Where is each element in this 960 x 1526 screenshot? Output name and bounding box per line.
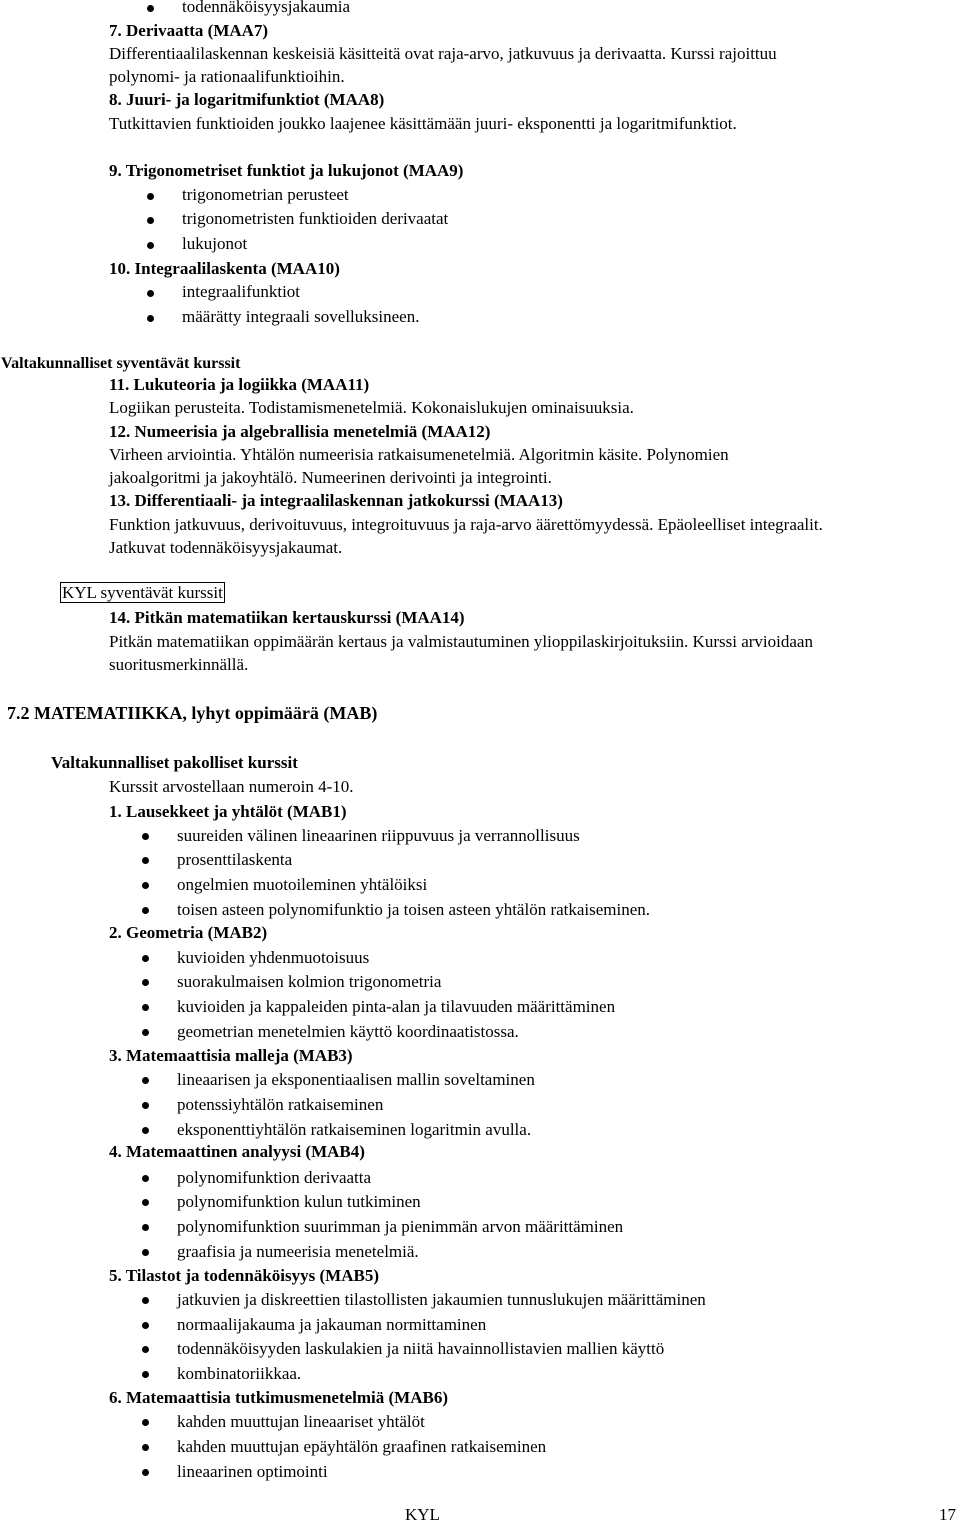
bullet-icon [142, 1102, 149, 1109]
course-description: Logiikan perusteita. Todistamismenetelmiä. Kokonaislukujen ominaisuuksia. [109, 398, 634, 417]
list-item: geometrian menetelmien käyttö koordinaatistossa. [177, 1022, 519, 1041]
list-item: kahden muuttujan epäyhtälön graafinen ratkaiseminen [177, 1437, 547, 1456]
section-heading: Valtakunnalliset pakolliset kurssit [51, 753, 298, 772]
list-item: kuvioiden ja kappaleiden pinta-alan ja tilavuuden määrittäminen [177, 997, 616, 1016]
course-description: jakoalgoritmi ja jakoyhtälö. Numeerinen derivointi ja integrointi. [109, 468, 552, 487]
bullet-icon [142, 1419, 149, 1426]
course-heading: 9. Trigonometriset funktiot ja lukujonot (MAA9) [109, 161, 464, 180]
bullet-icon [142, 1346, 149, 1353]
list-item: integraalifunktiot [182, 282, 301, 301]
bullet-icon [142, 1249, 149, 1256]
list-item: lineaarinen optimointi [177, 1462, 328, 1481]
bullet-icon [147, 5, 154, 12]
list-item: kombinatoriikkaa. [177, 1364, 302, 1383]
course-heading: 14. Pitkän matematiikan kertauskurssi (MAA14) [109, 608, 465, 627]
course-description: suoritusmerkinnällä. [109, 655, 249, 674]
course-description: Pitkän matematiikan oppimäärän kertaus ja valmistautuminen ylioppilaskirjoituksiin. Kurssi arvioidaan [109, 632, 813, 651]
list-item: polynomifunktion kulun tutkiminen [177, 1192, 421, 1211]
course-heading: 8. Juuri- ja logaritmifunktiot (MAA8) [109, 90, 385, 109]
course-heading: 1. Lausekkeet ja yhtälöt (MAB1) [109, 802, 347, 821]
bullet-icon [142, 1029, 149, 1036]
bullet-icon [142, 907, 149, 914]
course-description: Jatkuvat todennäköisyysjakaumat. [109, 538, 343, 557]
list-item: todennäköisyysjakaumia [182, 0, 351, 16]
list-item: jatkuvien ja diskreettien tilastollisten jakaumien tunnuslukujen määrittäminen [177, 1290, 706, 1309]
list-item: lukujonot [182, 234, 248, 253]
course-description: Tutkittavien funktioiden joukko laajenee käsittämään juuri- eksponentti ja logaritmifunktiot. [109, 114, 737, 133]
list-item: polynomifunktion suurimman ja pienimmän arvon määrittäminen [177, 1217, 624, 1236]
bullet-icon [142, 1175, 149, 1182]
list-item: kuvioiden yhdenmuotoisuus [177, 948, 370, 967]
course-description: Funktion jatkuvuus, derivoituvuus, integroituvuus ja raja-arvo äärettömyydessä. Epäoleelliset integraalit. [109, 515, 823, 534]
bullet-icon [142, 1004, 149, 1011]
list-item: trigonometristen funktioiden derivaatat [182, 209, 449, 228]
course-description: Differentiaalilaskennan keskeisiä käsitteitä ovat raja-arvo, jatkuvuus ja derivaatta. Kurssi rajoittuu [109, 44, 777, 63]
section-heading-boxed [60, 582, 225, 604]
page-number: 17 [939, 1505, 956, 1524]
course-heading: 4. Matemaattinen analyysi (MAB4) [109, 1142, 365, 1161]
bullet-icon [142, 1444, 149, 1451]
list-item: suorakulmaisen kolmion trigonometria [177, 972, 442, 991]
list-item: eksponenttiyhtälön ratkaiseminen logaritmin avulla. [177, 1120, 532, 1139]
boxed-heading-text: KYL syventävät kurssit [62, 583, 223, 602]
course-heading: 7. Derivaatta (MAA7) [109, 21, 269, 40]
bullet-icon [142, 882, 149, 889]
list-item: trigonometrian perusteet [182, 185, 349, 204]
list-item: kahden muuttujan lineaariset yhtälöt [177, 1412, 425, 1431]
bullet-icon [142, 857, 149, 864]
bullet-icon [142, 833, 149, 840]
bullet-icon [142, 1322, 149, 1329]
course-heading: 10. Integraalilaskenta (MAA10) [109, 259, 340, 278]
course-heading: 13. Differentiaali- ja integraalilaskennan jatkokurssi (MAA13) [109, 491, 563, 510]
course-heading: 5. Tilastot ja todennäköisyys (MAB5) [109, 1266, 379, 1285]
chapter-heading: 7.2 MATEMATIIKKA, lyhyt oppimäärä (MAB) [7, 703, 378, 723]
list-item: graafisia ja numeerisia menetelmiä. [177, 1242, 419, 1261]
bullet-icon [147, 315, 154, 322]
course-description: polynomi- ja rationaalifunktioihin. [109, 67, 345, 86]
course-description: Virheen arviointia. Yhtälön numeerisia ratkaisumenetelmiä. Algoritmin käsite. Polynomien [109, 445, 729, 464]
course-heading: 2. Geometria (MAB2) [109, 923, 268, 942]
list-item: prosenttilaskenta [177, 850, 293, 869]
bullet-icon [142, 1077, 149, 1084]
footer-label: KYL [405, 1505, 440, 1524]
bullet-icon [142, 979, 149, 986]
list-item: polynomifunktion derivaatta [177, 1168, 372, 1187]
bullet-icon [142, 1469, 149, 1476]
list-item: todennäköisyyden laskulakien ja niitä havainnollistavien mallien käyttö [177, 1339, 665, 1358]
course-heading: 3. Matemaattisia malleja (MAB3) [109, 1046, 353, 1065]
bullet-icon [142, 1199, 149, 1206]
list-item: lineaarisen ja eksponentiaalisen mallin soveltaminen [177, 1070, 535, 1089]
bullet-icon [147, 290, 154, 297]
list-item: normaalijakauma ja jakauman normittaminen [177, 1315, 487, 1334]
list-item: toisen asteen polynomifunktio ja toisen asteen yhtälön ratkaiseminen. [177, 900, 651, 919]
course-heading: 12. Numeerisia ja algebrallisia menetelmiä (MAA12) [109, 422, 491, 441]
bullet-icon [147, 193, 154, 200]
bullet-icon [147, 242, 154, 249]
course-heading: 11. Lukuteoria ja logiikka (MAA11) [109, 375, 370, 394]
note: Kurssit arvostellaan numeroin 4-10. [109, 777, 354, 796]
course-heading: 6. Matemaattisia tutkimusmenetelmiä (MAB6) [109, 1388, 448, 1407]
list-item: ongelmien muotoileminen yhtälöiksi [177, 875, 428, 894]
bullet-icon [142, 1297, 149, 1304]
bullet-icon [142, 955, 149, 962]
list-item: määrätty integraali sovelluksineen. [182, 307, 420, 326]
section-heading: Valtakunnalliset syventävät kurssit [1, 355, 241, 372]
list-item: potenssiyhtälön ratkaiseminen [177, 1095, 384, 1114]
bullet-icon [142, 1127, 149, 1134]
bullet-icon [147, 217, 154, 224]
bullet-icon [142, 1224, 149, 1231]
bullet-icon [142, 1371, 149, 1378]
list-item: suureiden välinen lineaarinen riippuvuus ja verrannollisuus [177, 826, 580, 845]
